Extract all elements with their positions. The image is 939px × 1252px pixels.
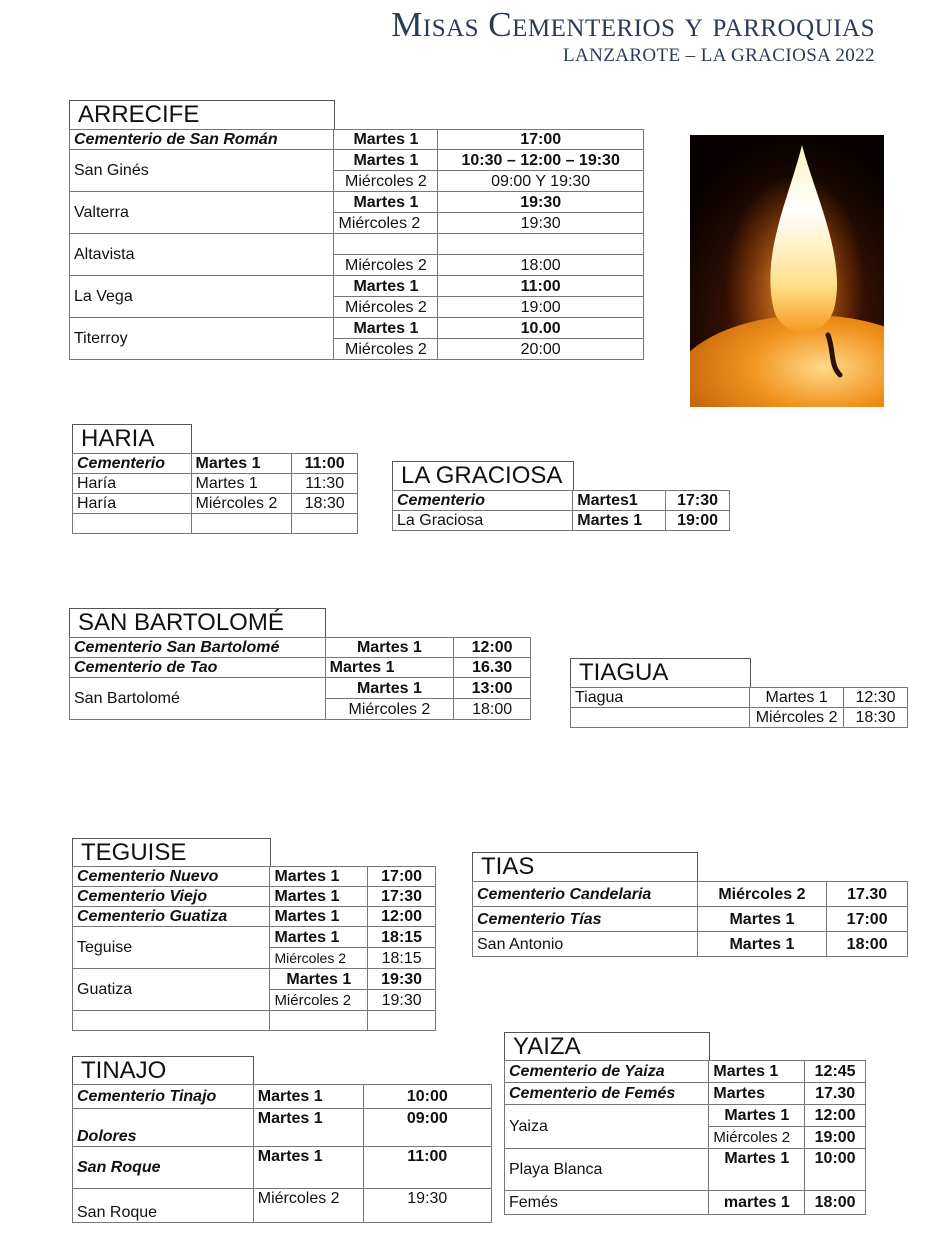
table-row — [70, 658, 531, 678]
graciosa-table — [392, 490, 730, 531]
time-cell: 10.00 — [438, 318, 644, 339]
table-row — [70, 150, 644, 171]
time-cell: 10:30 – 12:00 – 19:30 — [438, 150, 644, 171]
table-row — [73, 969, 436, 990]
time-cell: 19:30 — [438, 192, 644, 213]
day-cell: Martes 1 — [270, 867, 368, 887]
place-cell: Teguise — [73, 927, 270, 969]
place-cell: Cementerio San Bartolomé — [70, 638, 326, 658]
day-cell: Martes1 — [573, 491, 666, 511]
tiagua-header: TIAGUA — [570, 658, 751, 687]
time-cell: 18:00 — [827, 932, 908, 957]
haria-table — [72, 453, 358, 534]
day-cell: Miércoles 2 — [709, 1127, 805, 1149]
place-cell: Cementerio Tías — [473, 907, 698, 932]
title-main: Misas Cementerios y parroquias — [391, 5, 875, 44]
place-cell: Cementerio — [73, 454, 192, 474]
table-row — [70, 130, 644, 150]
time-cell: 12:00 — [368, 907, 436, 927]
graciosa-header: LA GRACIOSA — [392, 461, 574, 490]
time-cell: 19:30 — [363, 1189, 491, 1223]
haria-header: HARIA — [72, 424, 192, 453]
place-cell: Haría — [73, 474, 192, 494]
table-row — [505, 1083, 866, 1105]
time-cell: 18:30 — [292, 494, 358, 514]
table-row — [505, 1061, 866, 1083]
day-cell: Martes 1 — [270, 907, 368, 927]
day-cell: Miércoles 2 — [270, 948, 368, 969]
table-row — [505, 1191, 866, 1215]
table-row — [70, 192, 644, 213]
day-cell: Martes 1 — [270, 969, 368, 990]
place-cell: Cementerio Viejo — [73, 887, 270, 907]
day-cell: Martes 1 — [334, 276, 438, 297]
time-cell: 19:30 — [368, 990, 436, 1011]
day-cell: Miércoles 2 — [191, 494, 292, 514]
table-row — [73, 514, 358, 534]
day-cell: Martes 1 — [709, 1061, 805, 1083]
place-cell: San Ginés — [70, 150, 334, 192]
day-cell: Martes — [709, 1083, 805, 1105]
time-cell — [438, 234, 644, 255]
candle-flame-image — [690, 135, 884, 407]
table-row — [73, 927, 436, 948]
arrecife-table — [69, 129, 644, 360]
table-row — [571, 688, 908, 708]
time-cell: 11:00 — [363, 1147, 491, 1189]
document-title — [391, 6, 875, 66]
title-subtitle: LANZAROTE – LA GRACIOSA 2022 — [562, 45, 875, 66]
day-cell — [334, 234, 438, 255]
place-cell: Cementerio de Yaiza — [505, 1061, 709, 1083]
day-cell: Miércoles 2 — [697, 882, 827, 907]
teguise-table — [72, 866, 436, 1031]
table-row — [73, 474, 358, 494]
day-cell: Martes 1 — [325, 638, 454, 658]
table-row — [70, 678, 531, 699]
tiagua-table — [570, 687, 908, 728]
place-cell: Tiagua — [571, 688, 750, 708]
time-cell: 19:00 — [438, 297, 644, 318]
table-row — [393, 511, 730, 531]
day-cell: Martes 1 — [325, 658, 454, 678]
time-cell: 19:00 — [666, 511, 730, 531]
time-cell — [368, 1011, 436, 1031]
day-cell: Martes 1 — [325, 678, 454, 699]
table-row — [73, 454, 358, 474]
place-cell: La Graciosa — [393, 511, 573, 531]
day-cell: Martes 1 — [191, 454, 292, 474]
day-cell: Miércoles 2 — [750, 708, 844, 728]
yaiza-table — [504, 1060, 866, 1215]
time-cell: 09:00 — [363, 1109, 491, 1147]
place-cell — [571, 708, 750, 728]
place-cell: Cementerio Guatiza — [73, 907, 270, 927]
day-cell: Martes 1 — [573, 511, 666, 531]
place-cell: Titerroy — [70, 318, 334, 360]
table-row — [73, 887, 436, 907]
time-cell: 17:00 — [438, 130, 644, 150]
place-cell: Playa Blanca — [505, 1149, 709, 1191]
time-cell: 17:30 — [666, 491, 730, 511]
table-row — [505, 1149, 866, 1191]
day-cell: Martes 1 — [253, 1109, 363, 1147]
time-cell — [292, 514, 358, 534]
tinajo-header: TINAJO — [72, 1056, 254, 1084]
time-cell: 11:00 — [292, 454, 358, 474]
time-cell: 12:45 — [805, 1061, 866, 1083]
day-cell: Miércoles 2 — [334, 171, 438, 192]
place-cell: Cementerio de Femés — [505, 1083, 709, 1105]
place-cell — [73, 514, 192, 534]
place-cell: La Vega — [70, 276, 334, 318]
time-cell: 17:00 — [368, 867, 436, 887]
time-cell: 16.30 — [454, 658, 531, 678]
day-cell — [191, 514, 292, 534]
time-cell: 10:00 — [363, 1085, 491, 1109]
tias-header: TIAS — [472, 852, 698, 881]
table-row — [505, 1105, 866, 1127]
tias-table — [472, 881, 908, 957]
time-cell: 18:15 — [368, 927, 436, 948]
day-cell: Martes 1 — [334, 150, 438, 171]
place-cell — [73, 1011, 270, 1031]
table-row — [473, 882, 908, 907]
yaiza-header: YAIZA — [504, 1032, 710, 1060]
day-cell: Miércoles 2 — [334, 213, 438, 234]
table-row — [473, 907, 908, 932]
time-cell: 18:00 — [438, 255, 644, 276]
place-cell: San Roque — [73, 1147, 254, 1189]
day-cell: martes 1 — [709, 1191, 805, 1215]
time-cell: 17:00 — [827, 907, 908, 932]
place-cell: Femés — [505, 1191, 709, 1215]
time-cell: 20:00 — [438, 339, 644, 360]
time-cell: 12:00 — [805, 1105, 866, 1127]
place-cell: Yaiza — [505, 1105, 709, 1149]
teguise-header: TEGUISE — [72, 838, 271, 867]
time-cell: 11:30 — [292, 474, 358, 494]
place-cell: Guatiza — [73, 969, 270, 1011]
table-row — [571, 708, 908, 728]
day-cell: Martes 1 — [697, 907, 827, 932]
time-cell: 19:30 — [368, 969, 436, 990]
place-cell: San Bartolomé — [70, 678, 326, 720]
time-cell: 10:00 — [805, 1149, 866, 1191]
day-cell — [270, 1011, 368, 1031]
table-row — [73, 1011, 436, 1031]
table-row — [73, 1189, 492, 1223]
day-cell: Miércoles 2 — [334, 339, 438, 360]
table-row — [70, 638, 531, 658]
day-cell: Martes 1 — [697, 932, 827, 957]
table-row — [73, 494, 358, 514]
place-cell: San Roque — [73, 1189, 254, 1223]
place-cell: Cementerio de Tao — [70, 658, 326, 678]
table-row — [73, 1109, 492, 1147]
arrecife-header: ARRECIFE — [69, 100, 335, 129]
day-cell: Martes 1 — [253, 1085, 363, 1109]
day-cell: Miércoles 2 — [270, 990, 368, 1011]
place-cell: Haría — [73, 494, 192, 514]
day-cell: Martes 1 — [191, 474, 292, 494]
time-cell: 17.30 — [805, 1083, 866, 1105]
place-cell: Valterra — [70, 192, 334, 234]
time-cell: 09:00 Y 19:30 — [438, 171, 644, 192]
time-cell: 18:00 — [805, 1191, 866, 1215]
day-cell: Martes 1 — [750, 688, 844, 708]
table-row — [70, 234, 644, 255]
time-cell: 12:00 — [454, 638, 531, 658]
time-cell: 12:30 — [844, 688, 908, 708]
day-cell: Miércoles 2 — [325, 699, 454, 720]
day-cell: Miércoles 2 — [334, 297, 438, 318]
time-cell: 17:30 — [368, 887, 436, 907]
day-cell: Martes 1 — [334, 130, 438, 150]
time-cell: 19:30 — [438, 213, 644, 234]
table-row — [73, 907, 436, 927]
time-cell: 11:00 — [438, 276, 644, 297]
time-cell: 18:15 — [368, 948, 436, 969]
time-cell: 17.30 — [827, 882, 908, 907]
bartolome-header: SAN BARTOLOMÉ — [69, 608, 326, 637]
day-cell: Martes 1 — [270, 927, 368, 948]
place-cell: Dolores — [73, 1109, 254, 1147]
day-cell: Miércoles 2 — [334, 255, 438, 276]
time-cell: 18:00 — [454, 699, 531, 720]
table-row — [73, 867, 436, 887]
place-cell: Cementerio Candelaria — [473, 882, 698, 907]
day-cell: Martes 1 — [270, 887, 368, 907]
day-cell: Martes 1 — [334, 318, 438, 339]
day-cell: Martes 1 — [253, 1147, 363, 1189]
place-cell: Cementerio de San Román — [70, 130, 334, 150]
time-cell: 18:30 — [844, 708, 908, 728]
place-cell: Altavista — [70, 234, 334, 276]
day-cell: Martes 1 — [709, 1105, 805, 1127]
table-row — [473, 932, 908, 957]
bartolome-table — [69, 637, 531, 720]
place-cell: Cementerio Nuevo — [73, 867, 270, 887]
time-cell: 13:00 — [454, 678, 531, 699]
day-cell: Miércoles 2 — [253, 1189, 363, 1223]
day-cell: Martes 1 — [709, 1149, 805, 1191]
place-cell: San Antonio — [473, 932, 698, 957]
time-cell: 19:00 — [805, 1127, 866, 1149]
day-cell: Martes 1 — [334, 192, 438, 213]
table-row — [70, 318, 644, 339]
table-row — [73, 1085, 492, 1109]
table-row — [393, 491, 730, 511]
table-row — [70, 276, 644, 297]
place-cell: Cementerio Tinajo — [73, 1085, 254, 1109]
place-cell: Cementerio — [393, 491, 573, 511]
table-row — [73, 1147, 492, 1189]
tinajo-table — [72, 1084, 492, 1223]
